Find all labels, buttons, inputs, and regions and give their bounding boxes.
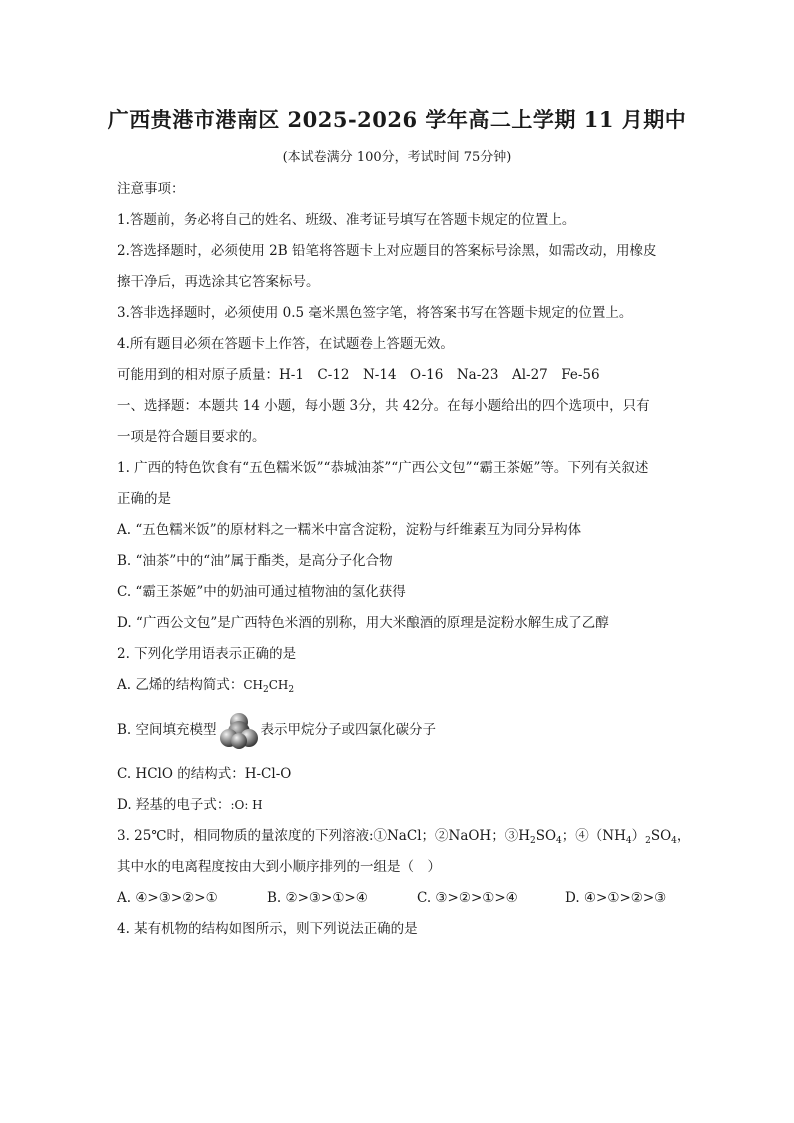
question-1-option-b: B. “油茶”中的“油”属于酯类，是高分子化合物	[117, 553, 393, 569]
page-title: 广西贵港市港南区 2025-2026 学年高二上学期 11 月期中	[107, 107, 687, 132]
notes-heading: 注意事项：	[117, 181, 185, 197]
question-2-option-b: B. 空间填充模型 表示甲烷分子或四氯化碳分子	[117, 701, 677, 759]
section-instructions: 一、选择题：本题共 14 小题，每小题 3分，共 42分。在每小题给出的四个选项中，只有	[117, 398, 650, 414]
exam-body	[117, 174, 691, 945]
question-4-stem: 4. 某有机物的结构如图所示，则下列说法正确的是	[117, 921, 418, 937]
note-item: 擦干净后，再选涂其它答案标号。	[117, 274, 320, 290]
question-2-option-c: C. HClO 的结构式：H-Cl-O	[117, 766, 292, 782]
question-3-option-b: B. ②>③>①>④	[267, 890, 368, 906]
question-3-option-d: D. ④>①>②>③	[565, 890, 667, 906]
note-item: 4.所有题目必须在答题卡上作答，在试题卷上答题无效。	[117, 336, 454, 352]
question-1-option-c: C. “霸王茶姬”中的奶油可通过植物油的氢化获得	[117, 584, 406, 600]
question-2-option-d: D. 羟基的电子式：:O: H	[117, 790, 677, 821]
question-1-option-d: D. “广西公文包”是广西特色米酒的别称，用大米酿酒的原理是淀粉水解生成了乙醇	[117, 615, 609, 631]
space-filling-model-icon	[219, 711, 259, 751]
question-3-option-c: C. ③>②>①>④	[417, 890, 518, 906]
question-1-stem: 正确的是	[117, 491, 171, 507]
question-1-option-a: A. “五色糯米饭”的原材料之一糯米中富含淀粉，淀粉与纤维素互为同分异构体	[117, 522, 582, 538]
question-2-stem: 2. 下列化学用语表示正确的是	[117, 646, 297, 662]
question-3-option-a: A. ④>③>②>①	[117, 890, 218, 906]
exam-info: (本试卷满分 100分，考试时间 75分钟)	[282, 150, 512, 165]
question-3-stem: 其中水的电离程度按由大到小顺序排列的一组是（ ）	[117, 859, 441, 875]
note-item: 1.答题前，务必将自己的姓名、班级、准考证号填写在答题卡规定的位置上。	[117, 212, 576, 228]
note-item: 3.答非选择题时，必须使用 0.5 毫米黑色签字笔，将答案书写在答题卡规定的位置上。	[117, 305, 633, 321]
question-2-option-a: A. 乙烯的结构简式：$CH_2CH_2$	[117, 677, 295, 695]
note-item: 2.答选择题时，必须使用 2B 铅笔将答题卡上对应题目的答案标号涂黑，如需改动，用橡皮	[117, 243, 657, 259]
question-3-options	[117, 883, 677, 914]
atomic-masses: 可能用到的相对原子质量：H-1 C-12 N-14 O-16 Na-23 Al-27 Fe-56	[117, 367, 600, 383]
section-instructions: 一项是符合题目要求的。	[117, 429, 266, 445]
question-1-stem: 1. 广西的特色饮食有“五色糯米饭”“恭城油茶”“广西公文包”“霸王茶姬”等。下列有关叙述	[117, 460, 649, 476]
hydroxyl-electron-formula: :O: H	[230, 798, 263, 812]
question-3-stem: 3. 25℃时，相同物质的量浓度的下列溶液:①NaCl；②NaOH；$③H_2SO_4$；$④(NH_4)_2SO_4$，	[117, 828, 691, 846]
